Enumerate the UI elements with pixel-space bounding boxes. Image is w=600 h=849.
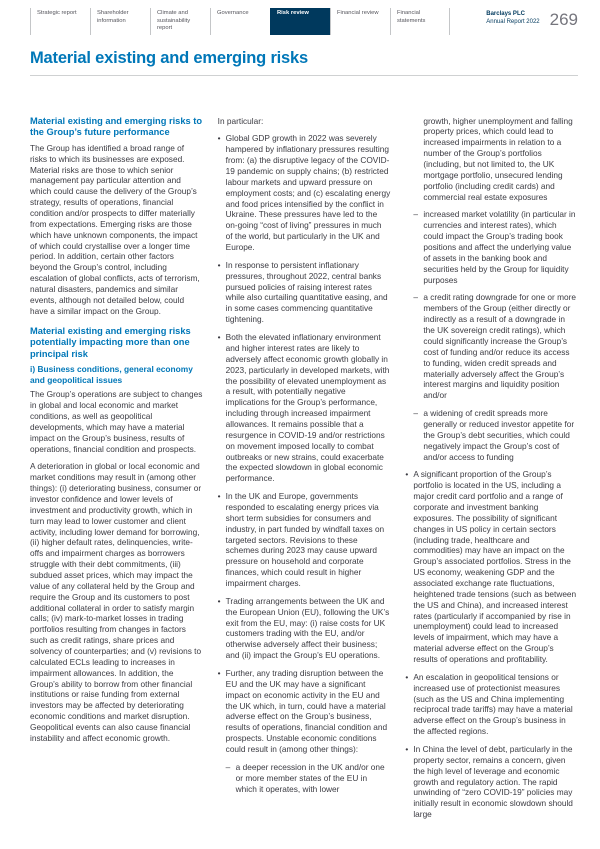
text-column — [405, 116, 578, 827]
list-item-text: An escalation in geopolitical tensions or increased use of protectionist measures (such as the US and China implementing reciprocal trade tariffs) may have a material adverse effect on the Group’s business in the affected regions. — [413, 671, 573, 737]
list-item-text: Both the elevated inflationary environment and higher interest rates are likely to adversely affect economic growth globally in 2023, particularly in developed markets, with the possibility of elevated unemployment as a result, with potentially negative implications for the Group’s performance, including through increased impairment allowances. It remains possible that a resurgence in COVID-19 and/or restrictions on movement imposed locally to combat outbreaks or new strains, could exacerbate the expected slowdown in global economic performance. — [225, 332, 390, 484]
list-item — [405, 469, 578, 664]
list-item — [218, 668, 391, 755]
brand-block — [486, 8, 539, 26]
nav-tab-climate-and-sustainability-report[interactable]: Climate and sustainability report — [150, 8, 210, 35]
dash-icon: – — [413, 292, 418, 303]
bullet-icon: • — [217, 595, 221, 606]
nav-tab-shareholder-information[interactable]: Shareholder information — [90, 8, 150, 35]
list-item-text: a credit rating downgrade for one or more members of the Group (either directly or indirectly as a result of a downgrade in the UK sovereign credit ratings), which could significantly increase the Group’s cost of funding and/or reduce its access to funding, widen credit spreads and materially adversely affect the Group’s interest margins and liquidity position and/or — [423, 292, 576, 401]
top-nav — [30, 8, 450, 35]
bullet-icon: • — [217, 259, 221, 270]
brand-name: Barclays PLC — [486, 11, 525, 17]
top-header — [30, 8, 578, 35]
bullet-icon: • — [217, 491, 221, 502]
paragraph: The Group’s operations are subject to changes in global and local economic and market conditions, as well as geopolitical developments, which may have a material impact on the Group’s business, results of operations, financial condition and prospects. — [30, 389, 203, 454]
text-column — [218, 116, 391, 827]
list-item — [405, 744, 578, 820]
bullet-icon: • — [405, 744, 409, 754]
dash-icon: – — [225, 761, 231, 772]
bullet-icon: • — [405, 671, 409, 682]
text-column — [30, 116, 203, 827]
section-heading: Material existing and emerging risks potentially impacting more than one principal risk — [30, 325, 191, 359]
list-item — [218, 596, 391, 661]
list-item — [405, 672, 578, 737]
sub-list-item — [413, 209, 578, 285]
sub-list-item — [413, 292, 578, 401]
bullet-icon: • — [217, 332, 221, 343]
dash-icon: – — [413, 209, 418, 220]
bullet-icon: • — [217, 133, 221, 144]
section-heading: Material existing and emerging risks to the Group’s future performance — [30, 115, 203, 138]
bullet-icon: • — [405, 469, 409, 480]
sub-list-item — [413, 408, 578, 462]
continuation-paragraph: growth, higher unemployment and falling property prices, which could lead to increased impairments in relation to a number of the Group’s portfolios (including, but not limited to, the UK mortgage portfolio, unsecured lending portfolio (including credit cards) and commercial real estate exposures — [423, 115, 573, 202]
nav-tab-risk-review[interactable]: Risk review — [270, 8, 330, 35]
brand-subtitle: Annual Report 2022 — [486, 19, 540, 26]
list-item-text: Trading arrangements between the UK and the European Union (EU), following the UK’s exit from the EU, may: (i) raise costs for UK customers trading with the EU, and/or otherwise adversely affect their business; and (ii) impact the Group’s EU operations. — [225, 595, 390, 661]
list-item-text: increased market volatility (in particular in currencies and interest rates), which could impact the Group’s trading book positions and affect the underlying value of assets in the banking book and securities held by the Group for liquidity purposes — [423, 209, 576, 285]
list-item-text: In the UK and Europe, governments responded to escalating energy prices via short term subsidies for consumers and industry, in part funded by windfall taxes on targeted sectors. Revisions to these schemes during 2023 may cause upward pressure on household and corporate finances, which could result in higher impairment charges. — [225, 491, 385, 588]
list-item — [218, 260, 391, 325]
list-item — [218, 133, 391, 252]
list-item-text: Global GDP growth in 2022 was severely hampered by inflationary pressures resulting from: (a) the disruptive legacy of the COVID-19 pandemic on supply chains; (b) restricted labour markets and upward pressure on employment costs; and (c) escalating energy and food prices intensified by the conflict in Ukraine. These pressures have led to the on-going “cost of living” pressures in much of the world, but particularly in the UK and Europe. — [225, 133, 391, 253]
list-item-text: a widening of credit spreads more generally or reduced investor appetite for the Group’s debt securities, which could negatively impact the Group’s cost of and/or access to funding — [423, 408, 575, 462]
list-item-text: In response to persistent inflationary pressures, throughout 2022, central banks pursued policies of raising interest rates while also curtailing quantitative easing, and in some cases commencing quantitative tightening. — [225, 259, 388, 325]
list-item-text: A significant proportion of the Group’s portfolio is located in the US, including a major credit card portfolio and a range of corporate and investment banking exposures. The possibility of significant changes in US policy in certain sectors (including trade, healthcare and commodities) may have an impact on the Group’s associated portfolios. Stress in the US economy, weakening GDP and the associated exchange rate fluctuations, heightened trade tensions (such as between the US and China), and increased interest rates (particularly if accompanied by rise in unemployment) could lead to increased levels of impairment, which may have a material adverse effect on the Group’s results of operations and profitability. — [413, 469, 577, 664]
list-item-text: Further, any trading disruption between the EU and the UK may have a significant impact on economic activity in the EU and the UK which, in turn, could have a material adverse effect on the Group’s business, results of operations, financial condition and prospects. Unstable economic conditions could result in (among other things): — [225, 667, 388, 754]
bullet-icon: • — [217, 667, 221, 678]
nav-tab-financial-review[interactable]: Financial review — [330, 8, 390, 35]
title-divider — [30, 75, 578, 76]
paragraph: A deterioration in global or local economic and market conditions may result in (among other things): (i) deteriorating business, consumer or investor confidence and lower levels of investment and productivity growth, which in turn may lead to lower customer and client activity, including lower demand for borrowing, (ii) higher default rates, delinquencies, write-offs and impairment charges as borrowers struggle with their debt commitments, (iii) subdued asset prices, which may impact the value of any collateral held by the Group and require the Group and its customers to post additional collateral in order to satisfy margin calls; (iv) mark-to-market losses in trading portfolios resulting from changes in factors such as credit ratings, share prices and solvency of counterparties; and (v) revisions to calculated ECLs leading to increases in impairment allowances. In addition, the Group’s ability to borrow from other financial institutions or raise funding from external investors may be affected by deteriorating economic conditions and market disruption. Geopolitical events can also cause financial instability and affect economic growth. — [30, 461, 202, 743]
list-item-text: In China the level of debt, particularly in the property sector, remains a concern, given the high level of leverage and economic growth and regulatory action. The rapid unwinding of “zero COVID-19” policies may initially result in economic slowdown should large — [413, 744, 573, 820]
page-number: 269 — [549, 10, 578, 29]
nav-tab-governance[interactable]: Governance — [210, 8, 270, 35]
paragraph: In particular: — [217, 115, 264, 126]
list-item-text: a deeper recession in the UK and/or one or more member states of the EU in which it operates, with lower — [235, 761, 385, 794]
list-item — [218, 332, 391, 484]
content-columns — [30, 116, 578, 827]
nav-tab-financial-statements[interactable]: Financial statements — [390, 8, 450, 35]
page-title: Material existing and emerging risks — [30, 48, 308, 67]
paragraph: The Group has identified a broad range of risks to which its businesses are exposed. Material risks are those to which senior management pay particular attention and which could cause the delivery of the Group’s strategy, results of operations, financial condition and/or prospects to differ materially from expectations. Emerging risks are those which have unknown components, the impact of which could crystallise over a longer time period. In addition, certain other factors beyond the Group’s control, including escalation of global conflicts, acts of terrorism, natural disasters, pandemics and similar events, although not detailed below, could have a similar impact on the Group. — [30, 142, 200, 316]
list-item — [218, 491, 391, 589]
nav-tab-strategic-report[interactable]: Strategic report — [30, 8, 90, 35]
sub-heading: i) Business conditions, general economy and geopolitical issues — [30, 364, 193, 386]
sub-list-item — [226, 762, 391, 795]
dash-icon: – — [413, 408, 418, 419]
